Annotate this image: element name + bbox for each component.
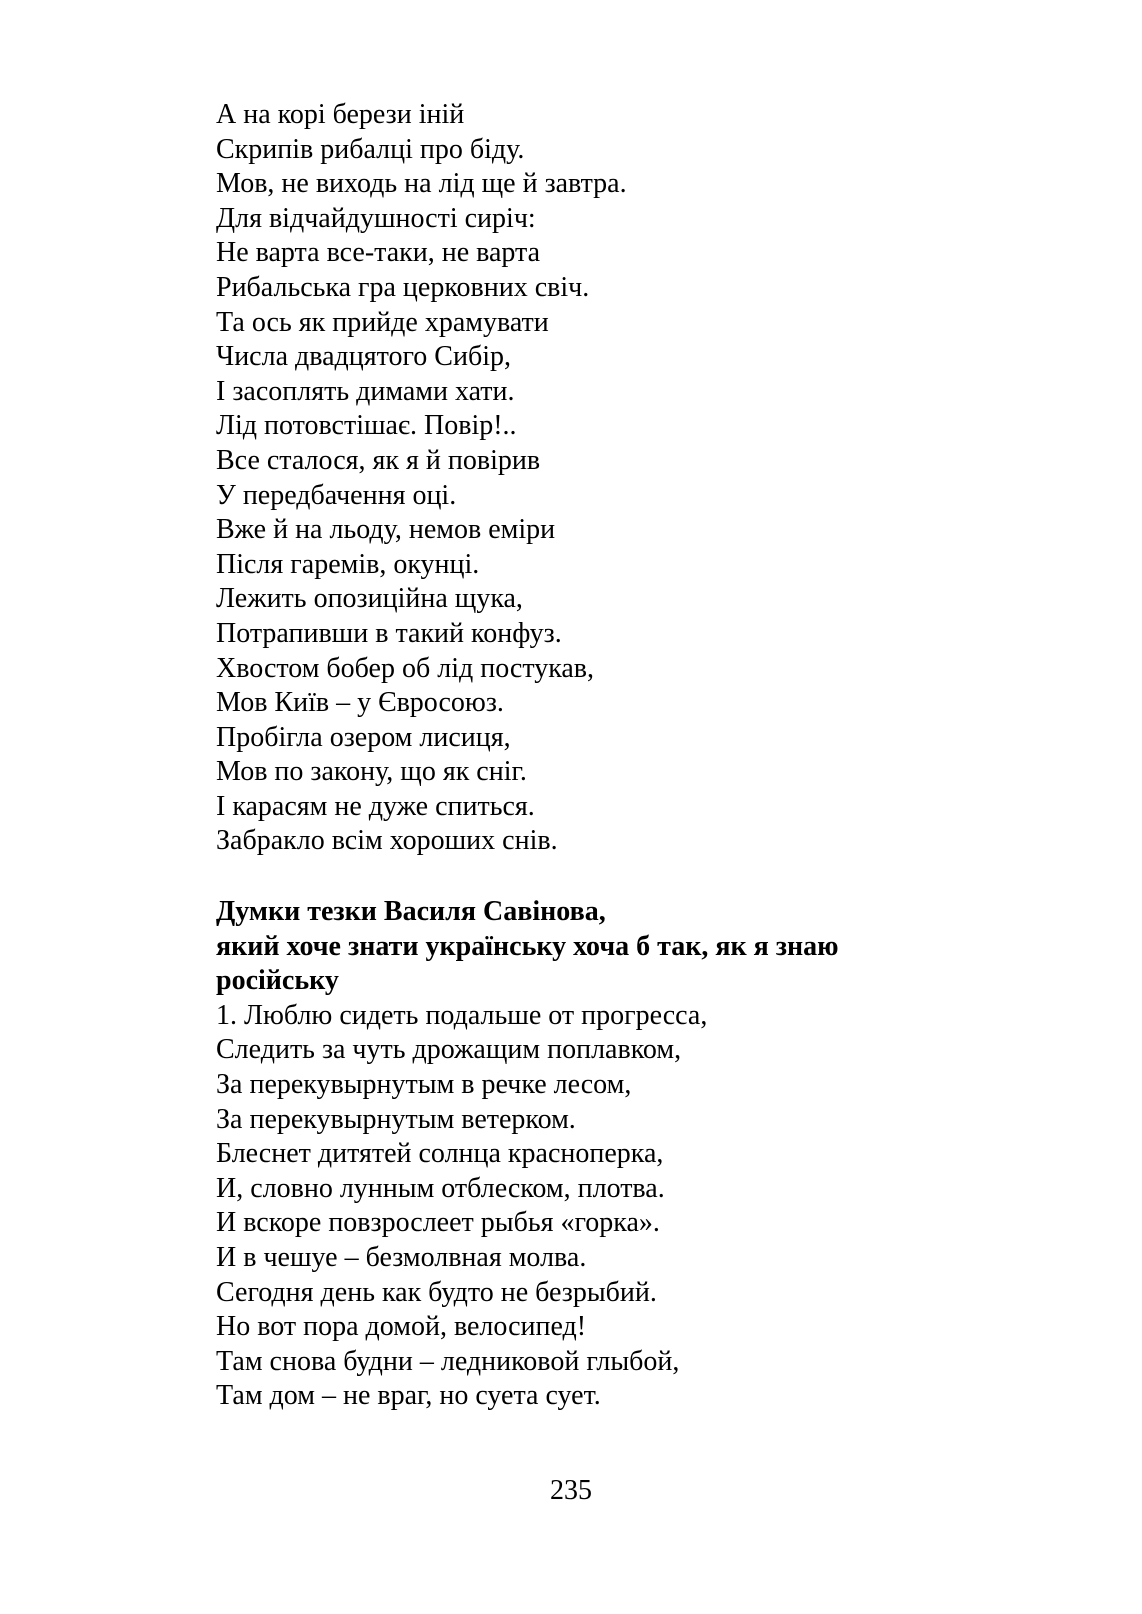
poem-russian [216,999,1076,1414]
poem-line: Но вот пора домой, велосипед! [216,1311,587,1343]
poem-line: Та ось як прийде храмувати [216,306,549,338]
poem-line: Потрапивши в такий конфуз. [216,617,562,649]
poem-line: Там снова будни – ледниковой глыбой, [216,1345,680,1377]
page-number: 235 [550,1475,592,1506]
poem-line: И в чешуе – безмолвная молва. [216,1242,587,1273]
poem-line: Забракло всім хороших снів. [216,825,558,857]
poem-line: Числа двадцятого Сибір, [216,341,511,373]
poem-line: Мов Київ – у Євросоюз. [216,687,504,719]
poem-line: Мов, не виходь на лід ще й завтра. [216,168,627,200]
heading-line: який хоче знати українську хоча б так, як я знаю [216,930,839,962]
poem-line: У передбачення оці. [216,479,457,511]
poem-line: И, словно лунным отблеском, плотва. [216,1172,665,1204]
poem-line: Не варта все-таки, не варта [216,237,541,269]
poem-line: Скрипів рибалці про біду. [216,133,525,165]
poem-line: Блеснет дитятей солнца красноперка, [216,1138,664,1170]
poem-line: А на корі берези іній [216,99,465,130]
poem-line: Лід потовстішає. Повір!.. [216,410,517,442]
poem-line: 1. Люблю сидеть подальше от прогресса, [216,999,708,1031]
poem-line: Пробігла озером лисиця, [216,721,511,753]
poem-line: Мов по закону, що як сніг. [216,756,527,788]
poem-line: Лежить опозиційна щука, [216,583,523,615]
heading-line: Думки тезки Василя Савінова, [216,896,606,928]
poem-heading [216,895,1076,999]
poem-line: Після гаремів, окунці. [216,548,480,580]
poem-line: За перекувырнутым ветерком. [216,1103,576,1135]
poem-ukrainian [216,98,1076,859]
page-text [216,98,1076,1414]
poem-line: И вскоре повзрослеет рыбья «горка». [216,1207,660,1239]
poem-line: Для відчайдушності сиріч: [216,202,536,234]
poem-line: Рибальська гра церковних свіч. [216,271,590,303]
poem-line: І карасям не дуже спиться. [216,790,535,822]
poem-line: Вже й на льоду, немов еміри [216,514,556,546]
poem-line: Сегодня день как будто не безрыбий. [216,1276,657,1308]
poem-line: Следить за чуть дрожащим поплавком, [216,1034,682,1066]
section-spacer [216,859,1076,895]
poem-line: І засоплять димами хати. [216,375,515,407]
poem-line: Хвостом бобер об лід постукав, [216,652,595,684]
poem-line: За перекувырнутым в речке лесом, [216,1069,632,1101]
poem-line: Там дом – не враг, но суета сует. [216,1380,601,1412]
heading-line: російську [216,965,339,997]
poem-line: Все сталося, як я й повірив [216,444,541,476]
